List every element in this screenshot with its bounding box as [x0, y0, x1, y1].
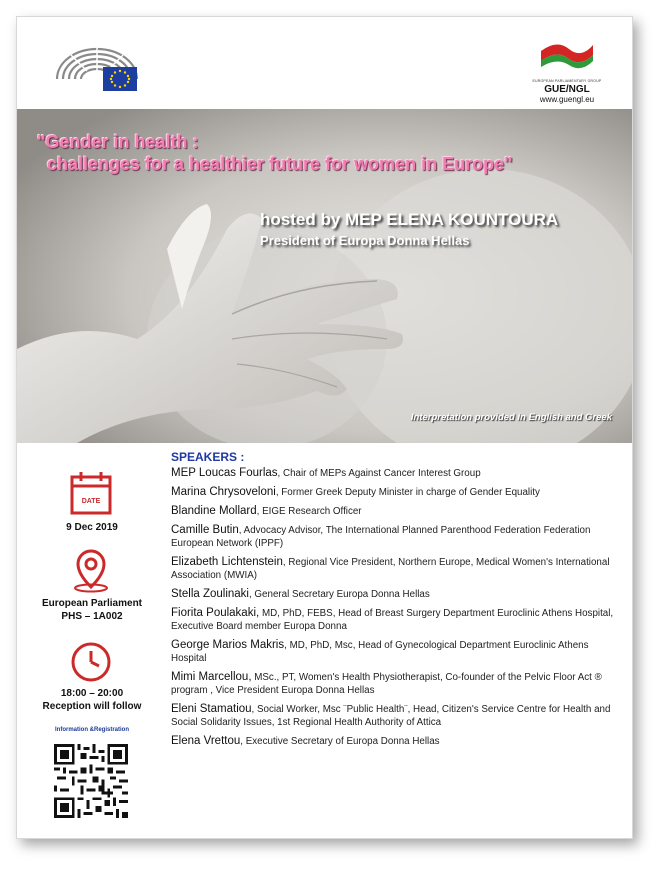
- speaker-role: , Executive Secretary of Europa Donna Hellas: [240, 736, 440, 747]
- speaker-name: Elizabeth Lichtenstein: [171, 556, 283, 568]
- registration-qr-code[interactable]: [54, 744, 128, 818]
- registration-label: Information &Registration: [54, 727, 129, 733]
- speaker-item: [171, 735, 626, 748]
- event-date: 9 Dec 2019: [66, 522, 118, 533]
- speaker-name: Eleni Stamatiou: [171, 703, 252, 715]
- host-line: hosted by MEP ELENA KOUNTOURA: [260, 210, 559, 229]
- speakers-heading: SPEAKERS :: [171, 450, 245, 464]
- reception-note: Reception will follow: [42, 701, 142, 712]
- location-room: PHS – 1A002: [61, 611, 123, 622]
- time-range: 18:00 – 20:00: [60, 688, 124, 699]
- speaker-role: , General Secretary Europa Donna Hellas: [248, 589, 430, 600]
- hero-image: [17, 109, 633, 443]
- speaker-role: , Regional Vice President, Northern Europe, Medical Women's International Association (MWIA): [171, 557, 610, 581]
- speakers-section: [171, 449, 626, 754]
- speaker-role: MD, PhD, FEBS, Head of Breast Surgery Department Euroclinic Athens Hospital, Executive Board member Europa Donna: [171, 608, 614, 632]
- gue-url[interactable]: www.guengl.eu: [539, 95, 595, 104]
- speaker-role: , EIGE Research Officer: [256, 506, 362, 517]
- speaker-item: [171, 671, 626, 697]
- speaker-item: [171, 467, 626, 480]
- speaker-item: [171, 486, 626, 499]
- speaker-role: , Social Worker, Msc ¨Public Health¨, Head, Citizen's Service Centre for Health and Social Solidarity Issues, 1st Regional Health Authority of Attica: [171, 704, 611, 728]
- host-title: President of Europa Donna Hellas: [260, 233, 470, 248]
- calendar-label: DATE: [81, 498, 101, 505]
- interpretation-note: Interpretation provided in English and Greek: [410, 412, 612, 423]
- event-title: [37, 131, 627, 175]
- speaker-role: , Former Greek Deputy Minister in charge of Gender Equality: [275, 487, 540, 498]
- location-pin-icon: [68, 547, 114, 593]
- speaker-item: [171, 639, 626, 665]
- speaker-item: [171, 524, 626, 550]
- speaker-item: [171, 703, 626, 729]
- speaker-role: , Advocacy Advisor, The International Planned Parenthood Federation Federation European Network (IPPF): [171, 525, 591, 549]
- title-line-2: challenges for a healthier future for women in Europe": [37, 154, 513, 174]
- speaker-role: , Chair of MEPs Against Cancer Interest Group: [277, 468, 481, 479]
- speaker-item: [171, 607, 626, 633]
- speaker-name: Camille Butin: [171, 524, 239, 536]
- calendar-icon: [68, 470, 114, 516]
- speaker-name: Marina Chrysoveloni: [171, 486, 276, 498]
- speaker-name: Mimi Marcellou,: [171, 671, 252, 683]
- location-building: European Parliament: [41, 598, 143, 609]
- speaker-role: , MD, PhD, Msc, Head of Gynecological Department Euroclinic Athens Hospital: [171, 640, 589, 664]
- event-time: [17, 687, 167, 713]
- clock-icon: [68, 639, 114, 685]
- speaker-item: [171, 588, 626, 601]
- gue-name: GUE/NGL: [544, 84, 590, 95]
- speaker-name: Elena Vrettou: [171, 735, 241, 747]
- speaker-item: [171, 505, 626, 518]
- speaker-name: George Marios Makris: [171, 639, 285, 651]
- gue-ngl-logo: [522, 37, 612, 107]
- european-parliament-logo: [51, 41, 151, 93]
- speaker-name: Fiorita Poulakaki,: [171, 607, 260, 619]
- speaker-name: Blandine Mollard: [171, 505, 257, 517]
- title-line-1: "Gender in health :: [37, 132, 199, 152]
- speaker-name: MEP Loucas Fourlas: [171, 467, 278, 479]
- gue-flag-icon: [537, 37, 597, 73]
- flyer-sheet: [16, 16, 633, 839]
- event-location: [17, 597, 167, 623]
- speaker-name: Stella Zoulinaki: [171, 588, 249, 600]
- speaker-role: MSc., PT, Women's Health Physiotherapist, Co-founder of the Pelvic Floor Act ® program , Vice President Europa Donna Hellas: [171, 672, 602, 696]
- speaker-item: [171, 556, 626, 582]
- gue-subtitle: EUROPEAN PARLIAMENTARY GROUP: [532, 79, 602, 83]
